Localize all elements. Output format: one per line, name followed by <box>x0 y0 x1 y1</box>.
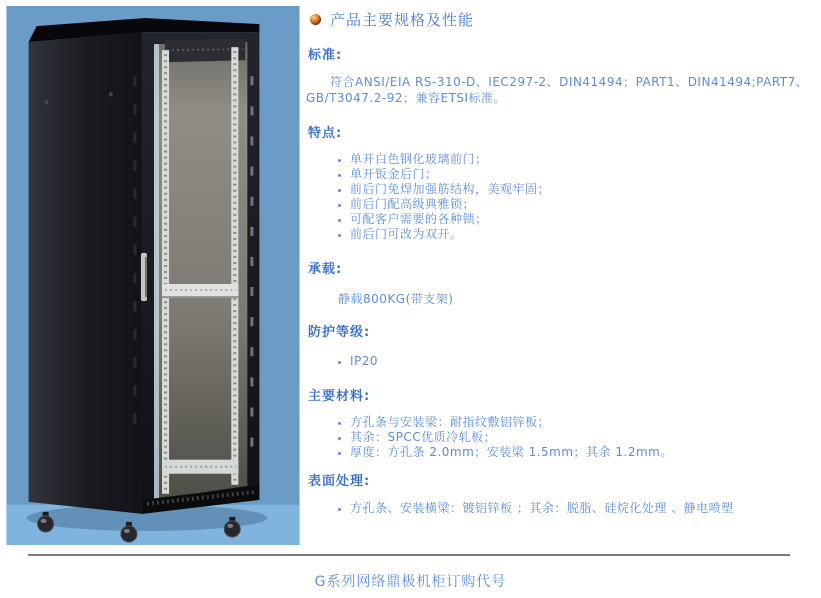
list-item: • 单开白色钢化玻璃前门； <box>350 152 815 167</box>
spec-content <box>306 0 815 516</box>
heading-load: 承载: <box>308 262 343 277</box>
orange-sphere-icon <box>310 14 321 25</box>
list-item: • 单开钣金后门； <box>350 167 815 182</box>
horizontal-divider <box>28 554 790 556</box>
list-item: • 前后门配高级典雅锁； <box>350 197 815 212</box>
heading-features: 特点: <box>308 126 343 141</box>
list-item: • 其余：SPCC优质冷轧板； <box>350 430 815 445</box>
materials-list <box>306 415 815 460</box>
list-item: • 可配客户需要的各种锁； <box>350 212 815 227</box>
heading-standard: 标准: <box>308 48 343 63</box>
section-title-row <box>310 9 815 30</box>
features-list <box>306 152 815 242</box>
product-image <box>6 6 300 545</box>
list-item: • 方孔条、安装横梁：镀铝锌板 ；其余：脱脂、硅烷化处理 、静电喷塑 <box>350 501 815 516</box>
list-item: • IP20 <box>350 354 815 369</box>
protection-list <box>306 354 815 369</box>
list-item: • 前后门免焊加强筋结构，美观牢固； <box>350 182 815 197</box>
server-cabinet-illustration <box>6 6 300 545</box>
page-title: 产品主要规格及性能 <box>330 11 475 29</box>
heading-surface: 表面处理: <box>308 474 371 489</box>
list-item: • 方孔条与安装梁：耐指纹敷铝锌板； <box>350 415 815 430</box>
surface-list <box>306 501 815 516</box>
heading-protection: 防护等级: <box>308 325 371 340</box>
load-value: 静载800KG(带支架) <box>338 292 454 306</box>
footer-caption: G系列网络鼎极机柜订购代号 <box>314 574 507 590</box>
list-item: • 前后门可改为双开。 <box>350 227 815 242</box>
list-item: • 厚度：方孔条 2.0mm；安装梁 1.5mm；其余 1.2mm。 <box>350 445 815 460</box>
heading-materials: 主要材料: <box>308 389 371 404</box>
standard-paragraph: 符合ANSI/EIA RS-310-D、IEC297-2、DIN41494；PART1、DIN41494;PART7、GB/T3047.2-92；兼容ETSI标准。 <box>306 75 809 105</box>
